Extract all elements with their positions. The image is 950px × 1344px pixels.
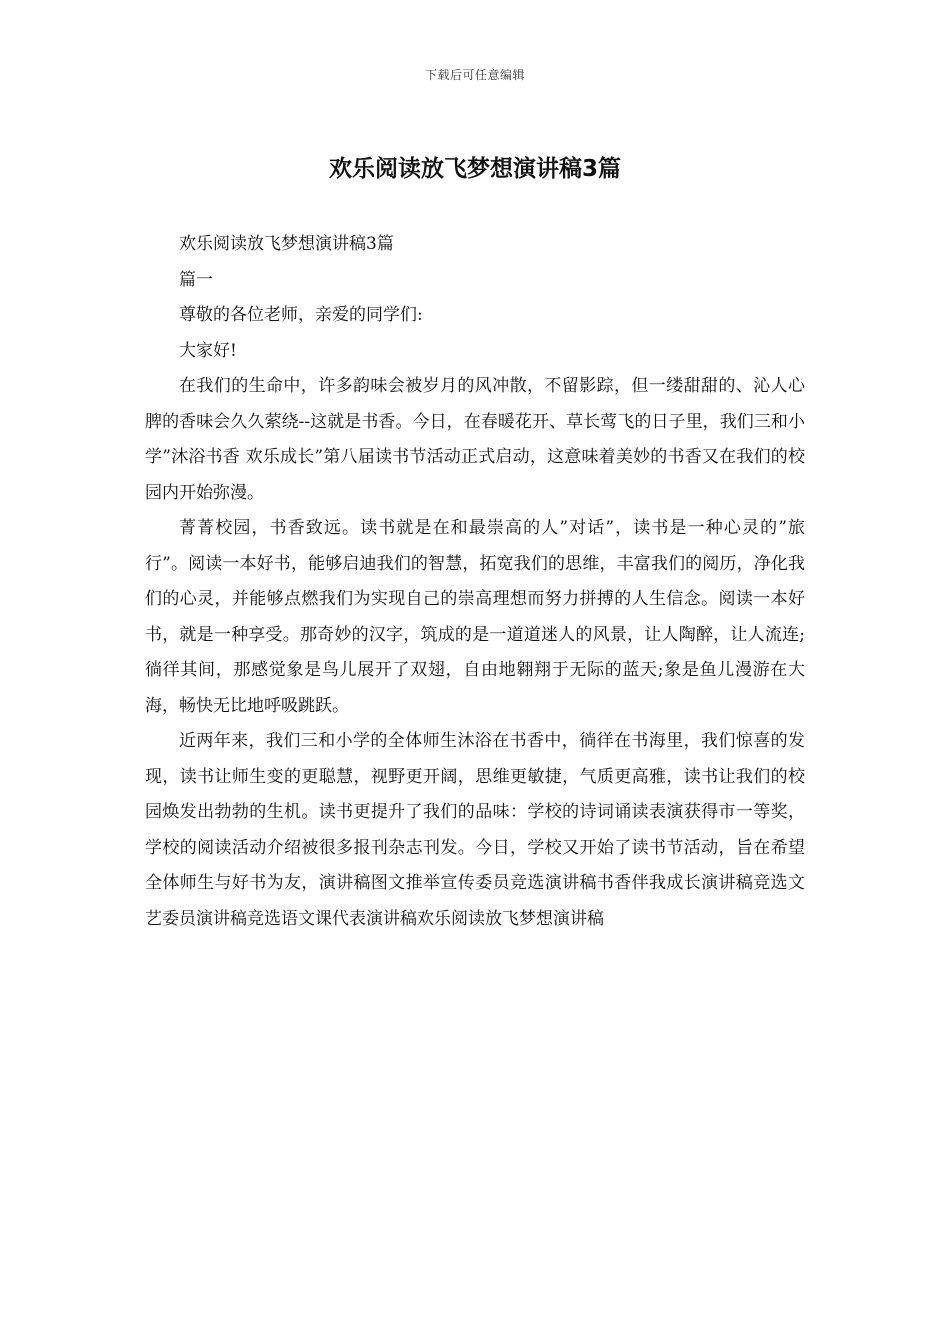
paragraph-body: 近两年来，我们三和小学的全体师生沐浴在书香中，徜徉在书海里，我们惊喜的发现，读书让师生变的更聪慧，视野更开阔，思维更敏捷，气质更高雅，读书让我们的校园焕发出勃勃的生机。读书更提升了我们的品味：学校的诗词诵读表演获得市一等奖，学校的阅读活动介绍被很多报刊杂志刊发。今日，学校又开始了读书节活动，旨在希望全体师生与好书为友，演讲稿图文推举宣传委员竞选演讲稿书香伴我成长演讲稿竞选文艺委员演讲稿竞选语文课代表演讲稿欢乐阅读放飞梦想演讲稿 (145, 731, 805, 929)
header-note: 下载后可任意编辑 (424, 68, 525, 82)
document-title: 欢乐阅读放飞梦想演讲稿3篇 (328, 156, 621, 182)
paragraph-subtitle: 欢乐阅读放飞梦想演讲稿3篇 (179, 234, 394, 254)
paragraph-body: 菁菁校园，书香致远。读书就是在和最崇高的人”对话”，读书是一种心灵的”旅行”。阅读一本好书，能够启迪我们的智慧，拓宽我们的思维，丰富我们的阅历，净化我们的心灵，并能够点燃我们为实现自己的崇高理想而努力拼搏的人生信念。阅读一本好书，就是一种享受。那奇妙的汉字，筑成的是一道道迷人的风景，让人陶醉，让人流连;徜徉其间，那感觉象是鸟儿展开了双翅，自由地翱翔于无际的蓝天;象是鱼儿漫游在大海，畅快无比地呼吸跳跃。 (145, 518, 805, 716)
paragraph-section-label: 篇一 (179, 269, 213, 290)
paragraph-salutation: 尊敬的各位老师，亲爱的同学们: (179, 305, 423, 325)
paragraph-body: 在我们的生命中，许多韵味会被岁月的风冲散，不留影踪，但一缕甜甜的、沁人心脾的香味会久久萦绕--这就是书香。今日，在春暖花开、草长莺飞的日子里，我们三和小学”沐浴书香 欢乐成长”第八届读书节活动正式启动，这意味着美妙的书香又在我们的校园内开始弥漫。 (145, 376, 805, 503)
document-body (145, 227, 805, 937)
paragraph-greeting: 大家好! (179, 340, 237, 361)
